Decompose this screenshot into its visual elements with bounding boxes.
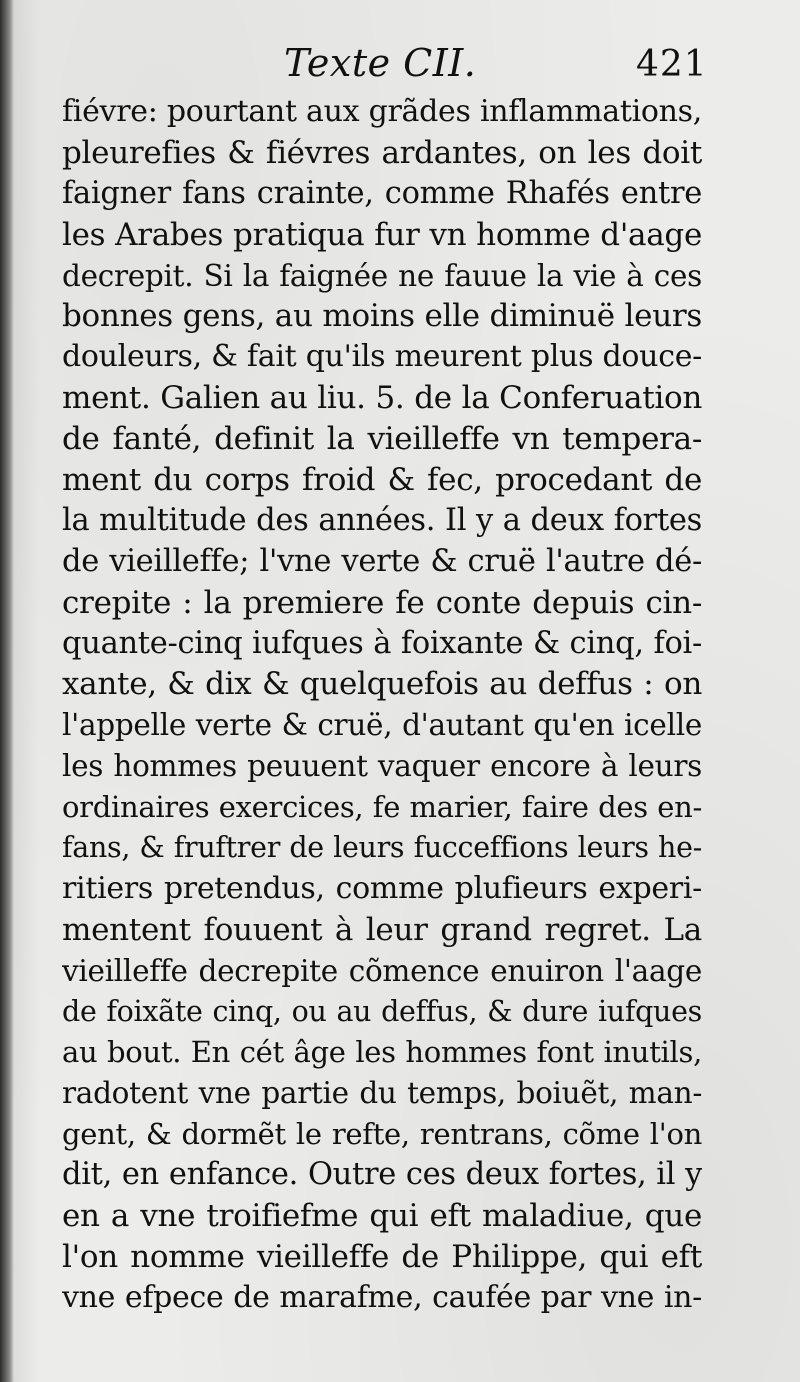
text-line: de vieilleffe; l'vne verte & cruë l'autre dé- (62, 543, 702, 579)
text-line: au bout. En cét âge les hommes font inutils, (62, 1035, 702, 1070)
text-line: vieilleffe decrepite cõmence enuiron l'aage (62, 953, 702, 988)
text-line: quante-cinq iufques à foixante & cinq, foi- (62, 625, 702, 661)
text-line: faigner fans crainte, comme Rhafés entre (62, 175, 702, 211)
text-line: fiévre: pourtant aux grãdes inflammations, (62, 94, 702, 129)
text-line: vne efpece de marafme, caufée par vne in- (62, 1279, 702, 1315)
text-line: en a vne troifiefme qui eft maladiue, que (62, 1198, 702, 1235)
text-line: fans, & fruftrer de leurs fucceffions leurs he- (62, 831, 702, 865)
body-text (62, 92, 702, 1319)
text-line: de fanté, definit la vieilleffe vn tempera- (62, 421, 702, 458)
text-line: ordinaires exercices, fe marier, faire des en- (62, 790, 702, 825)
text-line: mentent fouuent à leur grand regret. La (62, 911, 702, 948)
running-title: Texte CII. (284, 41, 477, 85)
text-line: bonnes gens, au moins elle diminuë leurs (62, 298, 702, 335)
text-line: douleurs, & fait qu'ils meurent plus douce- (62, 339, 702, 375)
text-line: l'on nomme vieilleffe de Philippe, qui eft (62, 1238, 702, 1275)
text-line: decrepit. Si la faignée ne fauue la vie à ces (62, 258, 702, 293)
text-line: ment du corps froid & fec, procedant de (62, 462, 702, 499)
text-line: xante, & dix & quelquefois au deffus : on (62, 666, 702, 703)
text-line: ment. Galien au liu. 5. de la Conferuation (62, 380, 702, 417)
text-line: les Arabes pratiqua fur vn homme d'aage (62, 216, 702, 253)
page-number: 421 (636, 44, 708, 85)
text-line: pleurefies & fiévres ardantes, on les doit (62, 134, 702, 171)
text-line: crepite : la premiere fe conte depuis cin- (62, 584, 702, 621)
text-line: la multitude des années. Il y a deux fortes (62, 502, 702, 538)
text-line: l'appelle verte & cruë, d'autant qu'en icelle (62, 708, 702, 743)
text-line: ritiers pretendus, comme plufieurs experi- (62, 870, 702, 906)
text-line: les hommes peuuent vaquer encore à leurs (62, 749, 702, 784)
text-line: de foixãte cinq, ou au deffus, & dure iufques (62, 994, 702, 1028)
page-binding-edge (0, 0, 14, 1382)
page-header (0, 38, 800, 88)
text-line: gent, & dormẽt le refte, rentrans, cõme l'on (62, 1117, 702, 1152)
text-line: radotent vne partie du temps, boiuẽt, man- (62, 1076, 702, 1111)
text-line: dit, en enfance. Outre ces deux fortes, il y (62, 1157, 702, 1193)
